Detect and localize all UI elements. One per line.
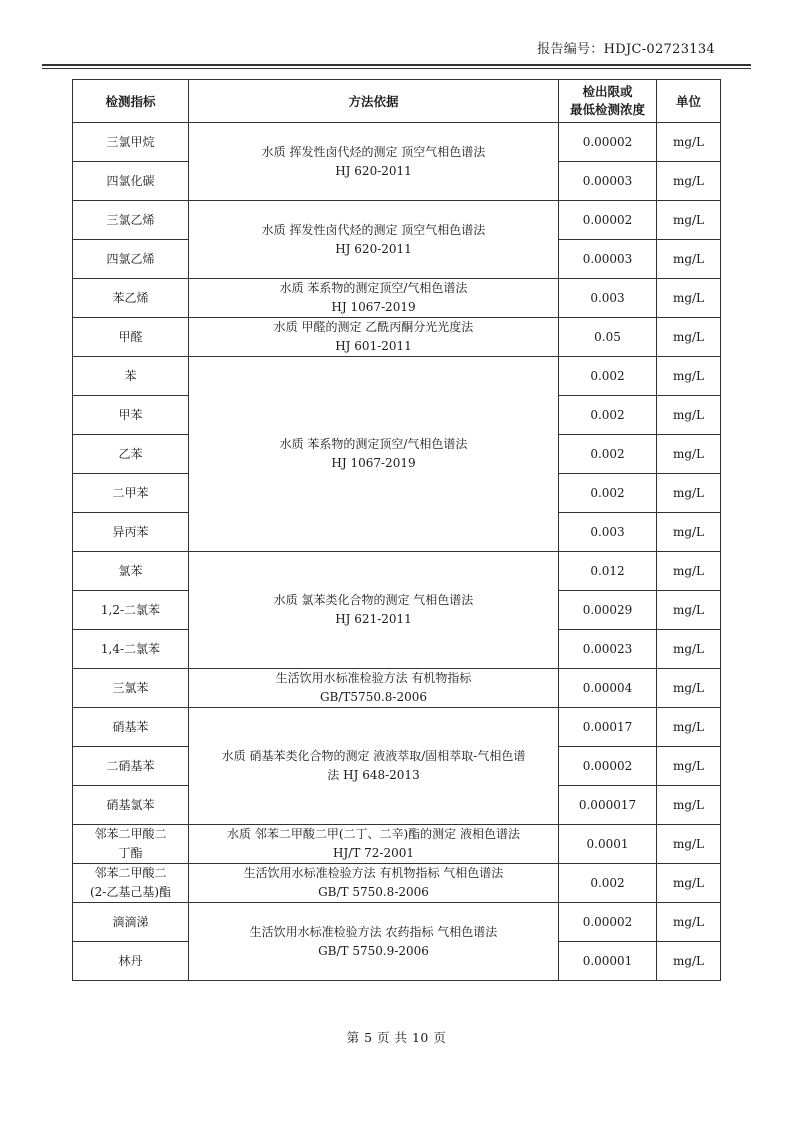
limit-cell: 0.012 [559,552,657,591]
header-item: 检测指标 [73,80,189,123]
unit-cell: mg/L [657,669,721,708]
page-footer: 第 5 页 共 10 页 [346,1030,447,1045]
limit-cell: 0.05 [559,318,657,357]
limit-cell: 0.0001 [559,825,657,864]
unit-cell: mg/L [657,786,721,825]
unit-cell: mg/L [657,279,721,318]
method-cell: 生活饮用水标准检验方法 有机物指标 气相色谱法 GB/T 5750.8-2006 [189,864,559,903]
method-cell: 水质 挥发性卤代烃的测定 顶空气相色谱法 HJ 620-2011 [189,123,559,201]
item-cell: 三氯苯 [73,669,189,708]
item-cell: 二甲苯 [73,474,189,513]
method-cell: 水质 挥发性卤代烃的测定 顶空气相色谱法 HJ 620-2011 [189,201,559,279]
unit-cell: mg/L [657,747,721,786]
limit-cell: 0.000017 [559,786,657,825]
table-row [73,864,721,903]
unit-cell: mg/L [657,396,721,435]
item-cell: 林丹 [73,942,189,981]
item-cell: 三氯甲烷 [73,123,189,162]
unit-cell: mg/L [657,240,721,279]
table-row [73,201,721,240]
table-row [73,318,721,357]
limit-cell: 0.00002 [559,123,657,162]
item-cell: 苯 [73,357,189,396]
method-cell: 生活饮用水标准检验方法 农药指标 气相色谱法 GB/T 5750.9-2006 [189,903,559,981]
table-row [73,708,721,747]
method-cell: 水质 氯苯类化合物的测定 气相色谱法 HJ 621-2011 [189,552,559,669]
header-method: 方法依据 [189,80,559,123]
report-number: 报告编号：HDJC-02723134 [537,42,715,57]
header-rule-thin [42,68,751,69]
table-row [73,279,721,318]
unit-cell: mg/L [657,825,721,864]
unit-cell: mg/L [657,162,721,201]
item-cell: 三氯乙烯 [73,201,189,240]
unit-cell: mg/L [657,201,721,240]
table-row [73,123,721,162]
limit-cell: 0.00002 [559,903,657,942]
table-row [73,552,721,591]
item-cell: 苯乙烯 [73,279,189,318]
unit-cell: mg/L [657,435,721,474]
limit-cell: 0.002 [559,435,657,474]
item-cell: 邻苯二甲酸二 丁酯 [73,825,189,864]
limit-cell: 0.00001 [559,942,657,981]
table-row [73,825,721,864]
table-row [73,903,721,942]
item-cell: 二硝基苯 [73,747,189,786]
unit-cell: mg/L [657,552,721,591]
limit-cell: 0.002 [559,864,657,903]
item-cell: 异丙苯 [73,513,189,552]
item-cell: 甲醛 [73,318,189,357]
method-cell: 生活饮用水标准检验方法 有机物指标 GB/T5750.8-2006 [189,669,559,708]
limit-cell: 0.00002 [559,747,657,786]
unit-cell: mg/L [657,864,721,903]
table-body [73,123,721,981]
item-cell: 硝基苯 [73,708,189,747]
item-cell: 硝基氯苯 [73,786,189,825]
table-row [73,669,721,708]
unit-cell: mg/L [657,708,721,747]
limit-cell: 0.00017 [559,708,657,747]
limit-cell: 0.00003 [559,240,657,279]
limit-cell: 0.00003 [559,162,657,201]
item-cell: 滴滴涕 [73,903,189,942]
item-cell: 甲苯 [73,396,189,435]
method-cell: 水质 硝基苯类化合物的测定 液液萃取/固相萃取-气相色谱 法 HJ 648-2013 [189,708,559,825]
unit-cell: mg/L [657,903,721,942]
item-cell: 四氯化碳 [73,162,189,201]
item-cell: 1,4-二氯苯 [73,630,189,669]
unit-cell: mg/L [657,591,721,630]
table-header-row [73,80,721,123]
unit-cell: mg/L [657,123,721,162]
limit-cell: 0.00002 [559,201,657,240]
item-cell: 四氯乙烯 [73,240,189,279]
unit-cell: mg/L [657,942,721,981]
unit-cell: mg/L [657,630,721,669]
method-cell: 水质 甲醛的测定 乙酰丙酮分光光度法 HJ 601-2011 [189,318,559,357]
item-cell: 乙苯 [73,435,189,474]
item-cell: 氯苯 [73,552,189,591]
limit-cell: 0.00004 [559,669,657,708]
item-cell: 邻苯二甲酸二 (2-乙基己基)酯 [73,864,189,903]
limit-cell: 0.002 [559,396,657,435]
item-cell: 1,2-二氯苯 [73,591,189,630]
limit-cell: 0.00029 [559,591,657,630]
table-row [73,357,721,396]
method-cell: 水质 苯系物的测定顶空/气相色谱法 HJ 1067-2019 [189,357,559,552]
test-methods-table [72,79,721,981]
limit-cell: 0.002 [559,474,657,513]
unit-cell: mg/L [657,318,721,357]
limit-cell: 0.003 [559,513,657,552]
header-rule [42,64,751,66]
header-limit: 检出限或 最低检测浓度 [559,80,657,123]
unit-cell: mg/L [657,513,721,552]
limit-cell: 0.002 [559,357,657,396]
unit-cell: mg/L [657,357,721,396]
limit-cell: 0.003 [559,279,657,318]
header-unit: 单位 [657,80,721,123]
limit-cell: 0.00023 [559,630,657,669]
unit-cell: mg/L [657,474,721,513]
method-cell: 水质 苯系物的测定顶空/气相色谱法 HJ 1067-2019 [189,279,559,318]
method-cell: 水质 邻苯二甲酸二甲(二丁、二辛)酯的测定 液相色谱法 HJ/T 72-2001 [189,825,559,864]
